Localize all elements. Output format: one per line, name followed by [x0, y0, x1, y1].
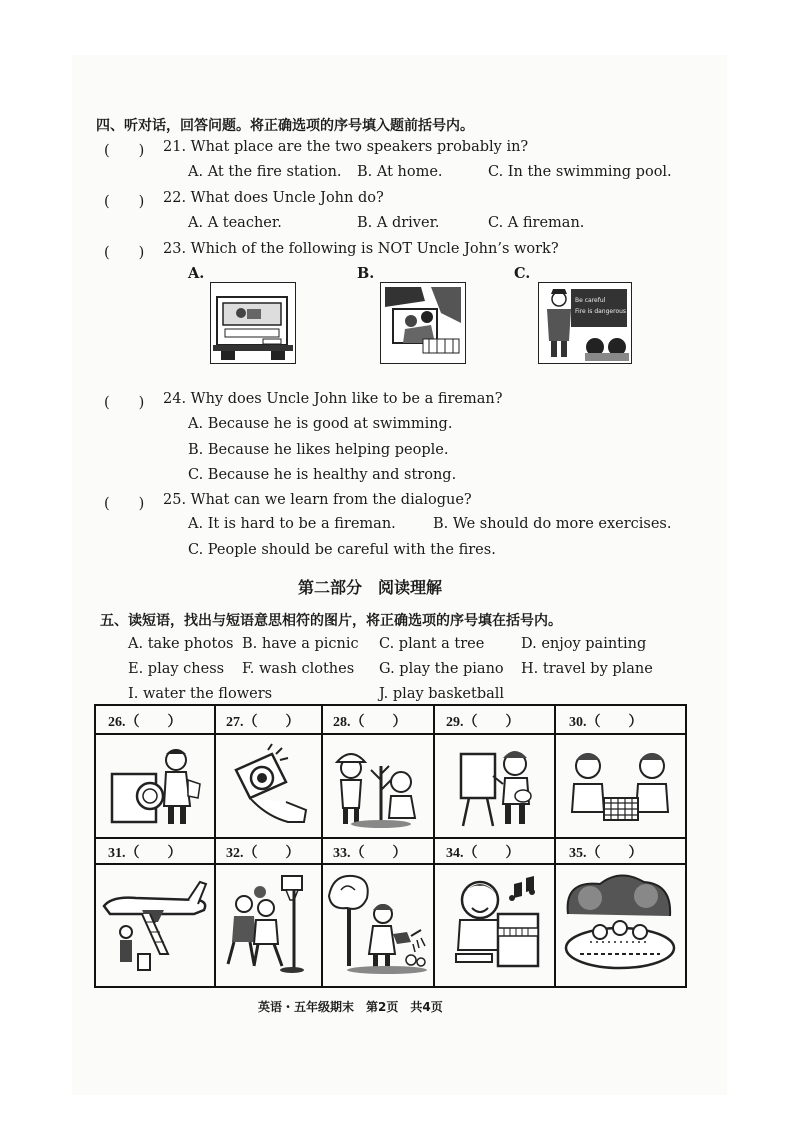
phrase-b: B. have a picnic [242, 636, 359, 652]
q25-option-b: B. We should do more exercises. [433, 516, 672, 532]
have-a-picnic-picture [560, 870, 678, 978]
cell-32-label[interactable]: 32.（ ） [226, 846, 300, 861]
q24-option-a: A. Because he is good at swimming. [188, 416, 453, 432]
part2-title: 第二部分 阅读理解 [298, 578, 443, 597]
question-24: 24. Why does Uncle John like to be a fireman? [163, 391, 503, 407]
plant-a-tree-picture [329, 740, 429, 832]
q23-option-b-label: B. [357, 265, 375, 282]
answer-paren-25[interactable]: ( ) [104, 496, 145, 512]
fire-truck-picture [210, 282, 296, 364]
board-text-line2: Fire is dangerous [575, 308, 627, 315]
wash-clothes-picture [104, 740, 208, 832]
page-footer: 英语・五年级期末 第2页 共4页 [258, 1000, 443, 1014]
q21-option-a: A. At the fire station. [188, 164, 342, 180]
water-the-flowers-picture [327, 870, 429, 978]
q23-option-c-label: C. [514, 265, 531, 282]
question-25: 25. What can we learn from the dialogue? [163, 492, 472, 508]
question-21: 21. What place are the two speakers probably in? [163, 139, 529, 155]
section4-heading: 四、听对话，回答问题。将正确选项的序号填入题前括号内。 [96, 118, 474, 134]
phrase-g: G. play the piano [379, 661, 504, 677]
q24-option-b: B. Because he likes helping people. [188, 442, 449, 458]
board-text-line1: Be careful [575, 297, 606, 304]
cell-28-label[interactable]: 28.（ ） [333, 715, 407, 730]
question-22: 22. What does Uncle John do? [163, 190, 384, 206]
play-basketball-picture [220, 870, 318, 978]
phrase-c: C. plant a tree [379, 636, 485, 652]
q23-option-a-label: A. [188, 265, 205, 282]
answer-paren-21[interactable]: ( ) [104, 143, 145, 159]
q25-option-a: A. It is hard to be a fireman. [188, 516, 396, 532]
phrase-h: H. travel by plane [521, 661, 653, 677]
cell-30-label[interactable]: 30.（ ） [569, 715, 643, 730]
cell-27-label[interactable]: 27.（ ） [226, 715, 300, 730]
phrase-d: D. enjoy painting [521, 636, 647, 652]
answer-paren-23[interactable]: ( ) [104, 245, 145, 261]
cell-35-label[interactable]: 35.（ ） [569, 846, 643, 861]
travel-by-plane-picture [102, 870, 210, 978]
cell-26-label[interactable]: 26.（ ） [108, 715, 182, 730]
phrase-a: A. take photos [128, 636, 234, 652]
answer-paren-24[interactable]: ( ) [104, 395, 145, 411]
cell-31-label[interactable]: 31.（ ） [108, 846, 182, 861]
play-chess-picture [564, 740, 678, 832]
q22-option-a: A. A teacher. [188, 215, 282, 231]
cell-33-label[interactable]: 33.（ ） [333, 846, 407, 861]
phrase-e: E. play chess [128, 661, 225, 677]
phrase-f: F. wash clothes [242, 661, 355, 677]
q21-option-c: C. In the swimming pool. [488, 164, 672, 180]
take-photos-picture [222, 740, 314, 832]
q25-option-c: C. People should be careful with the fires. [188, 542, 496, 558]
cell-34-label[interactable]: 34.（ ） [446, 846, 520, 861]
cell-29-label[interactable]: 29.（ ） [446, 715, 520, 730]
q22-option-b: B. A driver. [357, 215, 440, 231]
fire-rescue-picture [380, 282, 466, 364]
section5-heading: 五、读短语，找出与短语意思相符的图片，将正确选项的序号填在括号内。 [100, 613, 562, 629]
q24-option-c: C. Because he is healthy and strong. [188, 467, 457, 483]
picture-matching-grid [94, 704, 687, 988]
enjoy-painting-picture [441, 740, 549, 832]
play-the-piano-picture [442, 870, 546, 978]
fire-safety-lesson-picture [538, 282, 632, 364]
q21-option-b: B. At home. [357, 164, 443, 180]
phrase-j: J. play basketball [379, 686, 505, 702]
q22-option-c: C. A fireman. [488, 215, 585, 231]
answer-paren-22[interactable]: ( ) [104, 194, 145, 210]
question-23: 23. Which of the following is NOT Uncle John’s work? [163, 241, 559, 257]
phrase-i: I. water the flowers [128, 686, 273, 702]
